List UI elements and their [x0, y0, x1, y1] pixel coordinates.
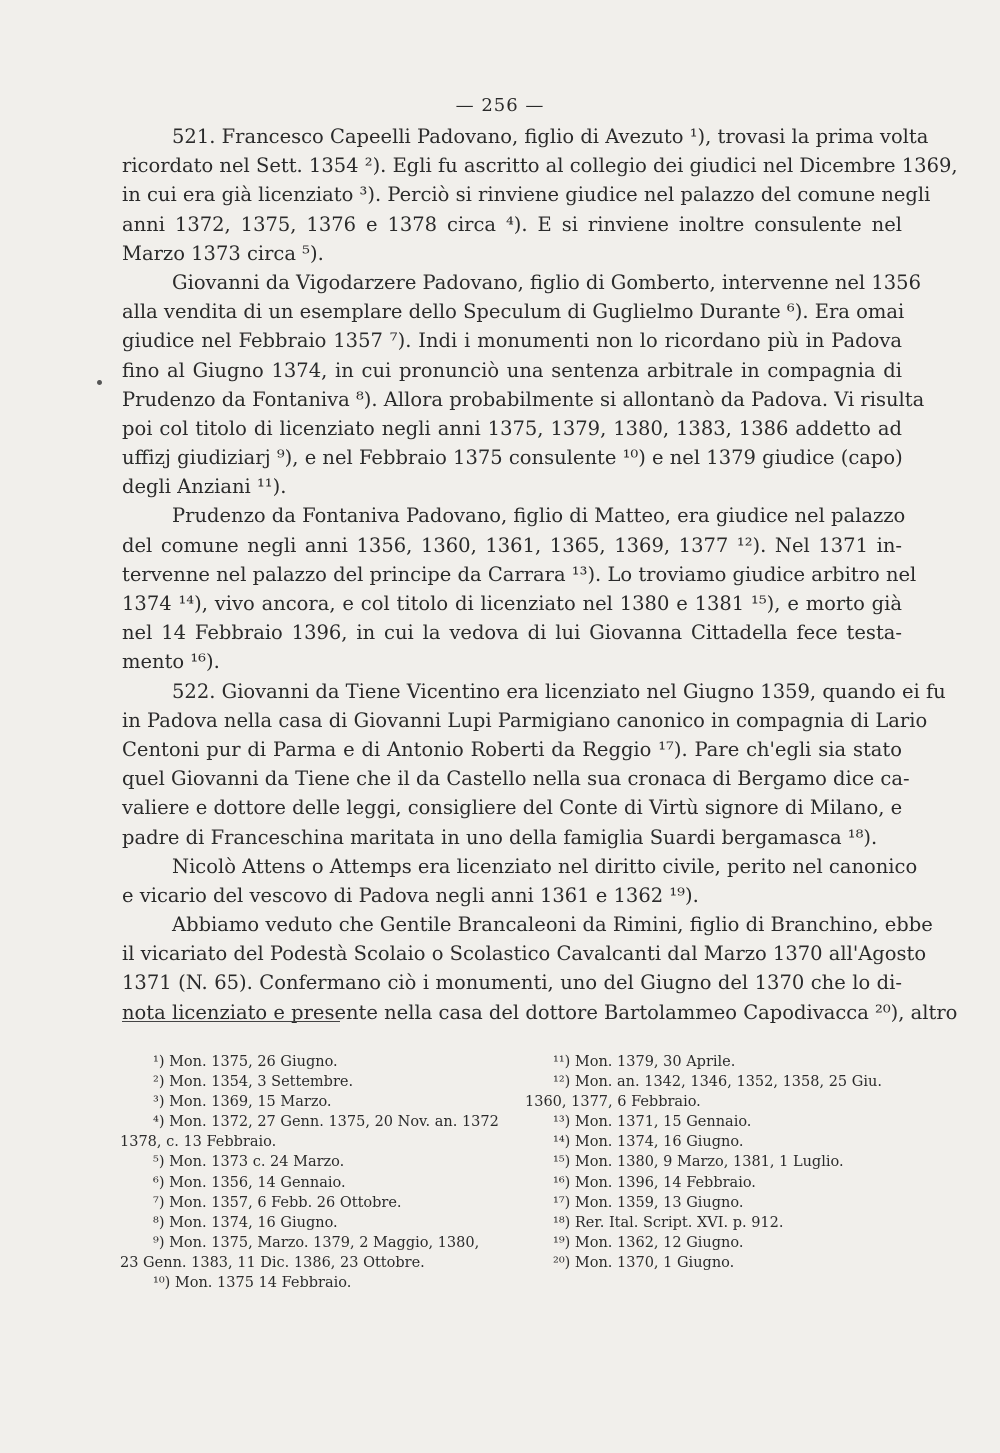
text-line: giudice nel Febbraio 1357 ⁷). Indi i monumenti non lo ricordano più in Padova [122, 329, 902, 353]
footnote: ¹⁸) Rer. Ital. Script. XVI. p. 912. [553, 1214, 784, 1231]
text-line: 1374 ¹⁴), vivo ancora, e col titolo di licenziato nel 1380 e 1381 ¹⁵), e morto già [122, 592, 902, 615]
text-line: poi col titolo di licenziato negli anni 1375, 1379, 1380, 1383, 1386 addetto ad [122, 416, 902, 440]
footnote: 23 Genn. 1383, 11 Dic. 1386, 23 Ottobre. [120, 1254, 425, 1271]
text-line: in Padova nella casa di Giovanni Lupi Parmigiano canonico in compagnia di Lario [122, 708, 928, 732]
footnote: ¹¹) Mon. 1379, 30 Aprile. [553, 1054, 736, 1070]
text-line: 521. Francesco Capeelli Padovano, figlio di Avezuto ¹), trovasi la prima volta [172, 125, 929, 148]
text-line: Centoni pur di Parma e di Antonio Roberti da Reggio ¹⁷). Pare ch'egli sia stato [122, 737, 902, 761]
text-line: tervenne nel palazzo del principe da Carrara ¹³). Lo troviamo giudice arbitro nel [122, 562, 917, 586]
text-line: Nicolò Attens o Attemps era licenziato nel diritto civile, perito nel canonico [172, 854, 918, 878]
text-line: quel Giovanni da Tiene che il da Castello nella sua cronaca di Bergamo dice ca- [122, 767, 910, 791]
text-line: Marzo 1373 circa ⁵). [122, 241, 324, 265]
footnote: 1378, c. 13 Febbraio. [120, 1134, 277, 1151]
footnote: ¹⁷) Mon. 1359, 13 Giugno. [553, 1194, 744, 1211]
footnote: ¹⁶) Mon. 1396, 14 Febbraio. [553, 1174, 756, 1191]
footnotes-right-column [525, 1052, 913, 1273]
footnote: ¹) Mon. 1375, 26 Giugno. [153, 1054, 338, 1070]
text-line: Giovanni da Vigodarzere Padovano, figlio di Gomberto, intervenne nel 1356 [172, 270, 921, 294]
footnote: 1360, 1377, 6 Febbraio. [525, 1094, 701, 1111]
text-line: padre di Franceschina maritata in uno della famiglia Suardi bergamasca ¹⁸). [122, 825, 878, 849]
text-line: nel 14 Febbraio 1396, in cui la vedova di lui Giovanna Cittadella fece testa- [122, 621, 902, 645]
footnote: ¹⁹) Mon. 1362, 12 Giugno. [553, 1234, 744, 1251]
text-line: valiere e dottore delle leggi, consigliere del Conte di Virtù signore di Milano, e [122, 796, 903, 820]
footnote: ⁹) Mon. 1375, Marzo. 1379, 2 Maggio, 1380, [153, 1234, 480, 1251]
footnote: ³) Mon. 1369, 15 Marzo. [153, 1094, 332, 1111]
footnotes-left-column [120, 1052, 500, 1293]
text-line: Abbiamo veduto che Gentile Brancaleoni da Rimini, figlio di Branchino, ebbe [172, 913, 933, 937]
text-line: fino al Giugno 1374, in cui pronunciò una sentenza arbitrale in compagnia di [122, 358, 902, 382]
text-line: Prudenzo da Fontaniva Padovano, figlio di Matteo, era giudice nel palazzo [172, 504, 906, 528]
footnote: ²⁰) Mon. 1370, 1 Giugno. [553, 1254, 735, 1271]
text-line: il vicariato del Podestà Scolaio o Scolastico Cavalcanti dal Marzo 1370 all'Agosto [122, 942, 927, 966]
text-line: Prudenzo da Fontaniva ⁸). Allora probabilmente si allontanò da Padova. Vi risulta [122, 387, 925, 411]
text-line: alla vendita di un esemplare dello Speculum di Guglielmo Durante ⁶). Era omai [122, 300, 905, 324]
text-line: del comune negli anni 1356, 1360, 1361, 1365, 1369, 1377 ¹²). Nel 1371 in- [122, 533, 902, 557]
page-number: — 256 — [455, 95, 545, 116]
text-line: in cui era già licenziato ³). Perciò si rinviene giudice nel palazzo del comune negli [122, 183, 931, 207]
text-line: ricordato nel Sett. 1354 ²). Egli fu ascritto al collegio dei giudici nel Dicembre 1369, [122, 154, 958, 178]
ink-speck [97, 380, 102, 385]
footnote: ⁴) Mon. 1372, 27 Genn. 1375, 20 Nov. an. 1372 [153, 1114, 499, 1131]
text-line: degli Anziani ¹¹). [122, 475, 287, 499]
footnote: ²) Mon. 1354, 3 Settembre. [153, 1074, 354, 1091]
footnote: ⁸) Mon. 1374, 16 Giugno. [153, 1214, 338, 1231]
text-line: 522. Giovanni da Tiene Vicentino era licenziato nel Giugno 1359, quando ei fu [172, 679, 946, 703]
text-line: anni 1372, 1375, 1376 e 1378 circa ⁴). E si rinviene inoltre consulente nel [122, 212, 902, 236]
footnote: ¹⁰) Mon. 1375 14 Febbraio. [153, 1275, 352, 1292]
text-line: nota licenziato e presente nella casa del dottore Bartolammeo Capodivacca ²⁰), altro [122, 1000, 958, 1024]
footnote: ⁷) Mon. 1357, 6 Febb. 26 Ottobre. [153, 1194, 402, 1211]
main-text [122, 122, 958, 1027]
text-line: uffizj giudiziarj ⁹), e nel Febbraio 1375 consulente ¹⁰) e nel 1379 giudice (capo) [122, 446, 903, 470]
footnote: ⁶) Mon. 1356, 14 Gennaio. [153, 1174, 346, 1191]
footnote: ¹³) Mon. 1371, 15 Gennaio. [553, 1114, 752, 1131]
footnote: ¹⁴) Mon. 1374, 16 Giugno. [553, 1134, 744, 1151]
footnote: ¹⁵) Mon. 1380, 9 Marzo, 1381, 1 Luglio. [553, 1154, 844, 1171]
text-line: e vicario del vescovo di Padova negli anni 1361 e 1362 ¹⁹). [122, 883, 699, 907]
footnote: ⁵) Mon. 1373 c. 24 Marzo. [153, 1154, 345, 1171]
footnote-separator [122, 1021, 340, 1022]
text-line: mento ¹⁶). [122, 650, 220, 674]
footnote: ¹²) Mon. an. 1342, 1346, 1352, 1358, 25 Giu. [553, 1074, 882, 1091]
text-line: 1371 (N. 65). Confermano ciò i monumenti, uno del Giugno del 1370 che lo di- [122, 971, 902, 995]
